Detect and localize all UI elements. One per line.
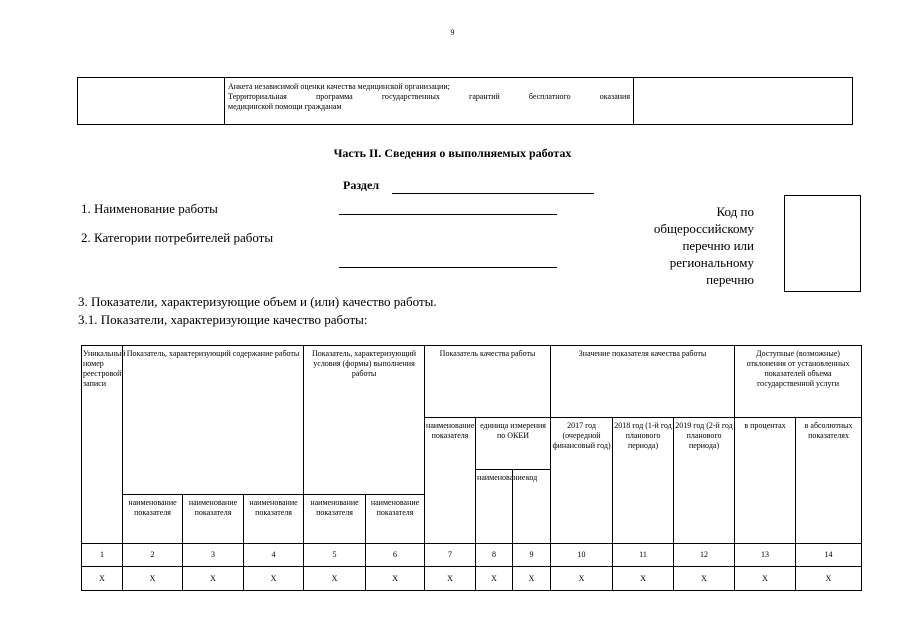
header-year-2019: 2019 год (2-й год планового периода) <box>674 418 735 544</box>
quality-indicators-heading: 3.1. Показатели, характеризующие качество работы: <box>78 312 368 327</box>
top-table-line-3: медицинской помощи гражданам <box>228 102 342 111</box>
header-allowed-deviations: Доступные (возможные) отклонения от установленных показателей объема государственной услуги <box>735 346 862 418</box>
top-table-cell-empty-right <box>634 78 853 125</box>
column-number: 11 <box>613 544 674 567</box>
x-cell: Х <box>425 567 476 591</box>
header-unit-okei: единица измерения по ОКЕИ <box>476 418 551 470</box>
part-title: Часть II. Сведения о выполняемых работах <box>333 146 572 160</box>
code-box <box>784 195 861 292</box>
code-label <box>600 203 754 288</box>
code-label-line-2: общероссийскому <box>653 221 754 236</box>
x-cell: Х <box>613 567 674 591</box>
header-content-name-1: наименование показателя <box>123 495 183 544</box>
header-year-2018: 2018 год (1-й год планового периода) <box>613 418 674 544</box>
header-unit-code: код <box>513 470 551 544</box>
x-cell: Х <box>476 567 513 591</box>
consumer-category-label: 2. Категории потребителей работы <box>81 230 274 245</box>
page-number: 9 <box>450 28 455 37</box>
column-number: 5 <box>304 544 366 567</box>
column-number: 7 <box>425 544 476 567</box>
column-number: 1 <box>82 544 123 567</box>
header-registry-number: Уникальный номер реестровой записи <box>82 346 123 544</box>
column-number: 2 <box>123 544 183 567</box>
x-cell: Х <box>674 567 735 591</box>
quality-indicators-table <box>81 345 862 591</box>
column-number: 3 <box>183 544 244 567</box>
code-label-line-4: региональному <box>669 255 754 270</box>
x-cell: Х <box>366 567 425 591</box>
header-quality-values: Значение показателя качества работы <box>551 346 735 418</box>
header-content-name-3: наименование показателя <box>244 495 304 544</box>
x-cell: Х <box>796 567 862 591</box>
header-year-2017: 2017 год (очередной финансовый год) <box>551 418 613 544</box>
section-label: Раздел <box>343 178 380 192</box>
column-number: 8 <box>476 544 513 567</box>
section-blank-line <box>392 193 594 194</box>
code-label-line-1: Код по <box>716 204 754 219</box>
top-table-line-2: Территориальная программа государственных гарантий бесплатного оказания <box>228 92 630 101</box>
work-name-label: 1. Наименование работы <box>81 201 218 216</box>
header-content-indicator: Показатель, характеризующий содержание работы <box>123 346 304 495</box>
header-conditions-name-2: наименование показателя <box>366 495 425 544</box>
column-number: 13 <box>735 544 796 567</box>
code-label-line-5: перечню <box>706 272 754 287</box>
header-conditions-indicator: Показатель, характеризующий условия (формы) выполнения работы <box>304 346 425 495</box>
column-number: 9 <box>513 544 551 567</box>
x-cell: Х <box>513 567 551 591</box>
work-name-blank-line <box>339 214 557 215</box>
column-number: 12 <box>674 544 735 567</box>
x-cell: Х <box>123 567 183 591</box>
consumer-category-blank-line <box>339 267 557 268</box>
header-quality-indicator: Показатель качества работы <box>425 346 551 418</box>
top-table-cell-empty-left <box>78 78 225 125</box>
code-label-line-3: перечню или <box>682 238 754 253</box>
indicators-heading: 3. Показатели, характеризующие объем и (или) качество работы. <box>78 294 437 309</box>
header-unit-name: наименование <box>476 470 513 544</box>
x-cell: Х <box>183 567 244 591</box>
header-content-name-2: наименование показателя <box>183 495 244 544</box>
column-number: 10 <box>551 544 613 567</box>
header-conditions-name-1: наименование показателя <box>304 495 366 544</box>
top-table-cell-text <box>225 78 634 125</box>
x-cell: Х <box>244 567 304 591</box>
header-deviation-percent: в процентах <box>735 418 796 544</box>
x-cell: Х <box>735 567 796 591</box>
top-table-line-1: Анкета независимой оценки качества медицинской организации; <box>228 82 450 91</box>
x-cell: Х <box>82 567 123 591</box>
header-deviation-absolute: в абсолютных показателях <box>796 418 862 544</box>
x-cell: Х <box>551 567 613 591</box>
column-number: 14 <box>796 544 862 567</box>
top-table <box>77 77 853 125</box>
x-cell: Х <box>304 567 366 591</box>
header-indicator-name: наименование показателя <box>425 418 476 544</box>
column-number: 4 <box>244 544 304 567</box>
column-number: 6 <box>366 544 425 567</box>
